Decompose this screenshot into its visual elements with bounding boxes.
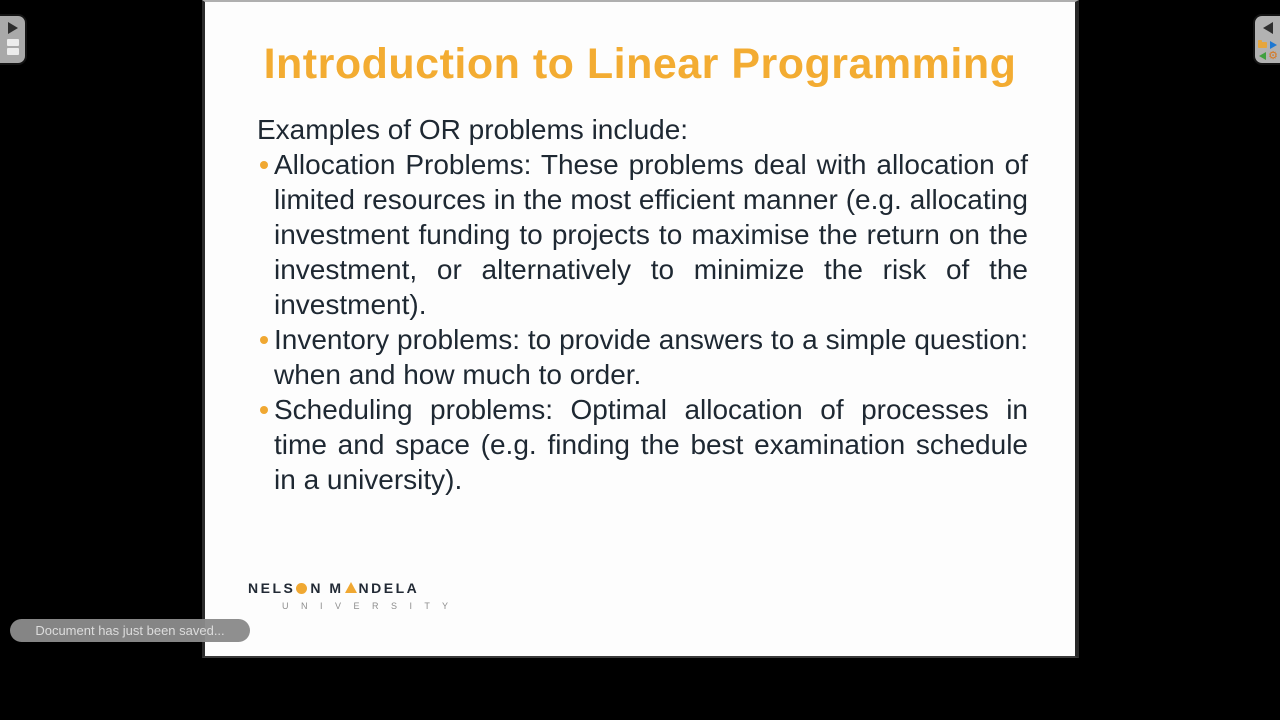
back-icon[interactable] xyxy=(1263,22,1273,34)
bullet-text: Inventory problems: to provide answers to a simple question: when and how much to order. xyxy=(274,324,1028,390)
university-logo xyxy=(248,580,453,611)
bullet-icon xyxy=(260,406,268,414)
logo-triangle-icon xyxy=(345,582,357,593)
slide-body xyxy=(257,112,1028,497)
gear-icon[interactable]: ⚙ xyxy=(1268,49,1278,62)
left-control-tab[interactable] xyxy=(0,14,27,65)
bullet-icon xyxy=(260,336,268,344)
slide-list-icon[interactable] xyxy=(7,39,19,55)
slide-title: Introduction to Linear Programming xyxy=(263,40,1017,88)
intro-line: Examples of OR problems include: xyxy=(257,114,689,145)
bullet-item-inventory xyxy=(257,322,1028,392)
slide-thumb-icon xyxy=(7,39,19,46)
bullet-item-scheduling xyxy=(257,392,1028,497)
right-control-tab[interactable] xyxy=(1253,14,1280,65)
logo-text-part1: NELS xyxy=(248,580,296,596)
slide-thumb-icon xyxy=(7,48,19,55)
bullet-icon xyxy=(260,161,268,169)
logo-subtitle: U N I V E R S I T Y xyxy=(282,601,454,611)
bullet-text: Scheduling problems: Optimal allocation of processes in time and space (e.g. finding the best examination schedule in a university). xyxy=(274,394,1028,495)
previous-icon[interactable] xyxy=(1259,52,1266,60)
logo-circle-icon xyxy=(296,583,307,594)
play-icon[interactable] xyxy=(8,22,18,34)
save-status-toast: Document has just been saved... xyxy=(10,619,250,642)
forward-play-icon[interactable] xyxy=(1270,41,1277,49)
slide-canvas xyxy=(202,0,1079,658)
folder-icon[interactable] xyxy=(1258,42,1267,48)
bullet-item-allocation xyxy=(257,147,1028,322)
logo-text-part3: NDELA xyxy=(358,580,420,596)
tool-icon-grid xyxy=(1257,39,1279,61)
bullet-text: Allocation Problems: These problems deal with allocation of limited resources in the most efficient manner (e.g. allocating investment funding to projects to maximise the return on the investment, or alternatively to minimize the risk of the investment). xyxy=(274,149,1028,320)
logo-wordmark xyxy=(248,580,453,596)
logo-text-part2: N M xyxy=(310,580,344,596)
